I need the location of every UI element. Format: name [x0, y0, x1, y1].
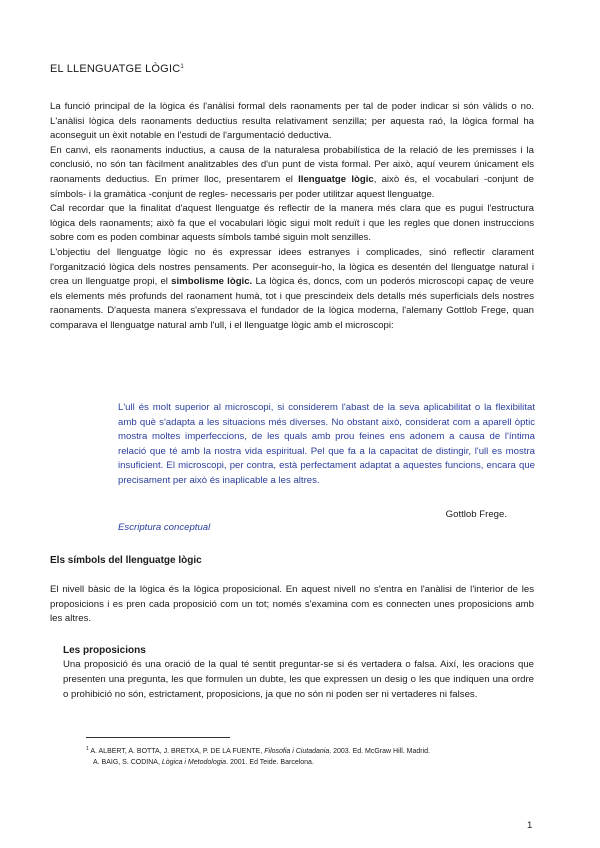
quote-work-title: Escriptura conceptual	[118, 522, 211, 533]
section-paragraph: El nivell bàsic de la lògica és la lògica proposicional. En aquest nivell no s'entra en l'anàlisi de l'interior de les proposicions i es pren cada proposició com un tot; només s'examina com es connecten unes proposicions amb les altres.	[50, 584, 534, 625]
frege-quote: L'ull és molt superior al microscopi, si considerem l'abast de la seva aplicabilitat o la flexibilitat amb què s'adapta a les situacions més diverses. No obstant això, considerat com a aparell òptic mostra moltes imperfeccions, de les quals amb prou feines ens adonem a causa de l'íntima relació que té amb la nostra vida espiritual. Pel que fa a la capacitat de distingir, l'ull es mostra insuficient. El microscopi, per contra, està perfectament adaptat a aquestes funcions, encara que precisament per això és inaplicable a les altres.	[118, 402, 535, 486]
intro-paragraph-2: En canvi, els raonaments inductius, a causa de la naturalesa probabilística de la relació de les premisses i la conclusió, no són tan fàcilment analitzables des d'un punt de vista formal. Per això, aquí veurem únicament els raonaments deductius. En primer lloc, presentarem el llenguatge lògic, això és, el vocabulari -conjunt de símbols- i la gramàtica -conjunt de regles- necessaris per poder utilitzar aquest llenguatge.	[50, 144, 535, 200]
keyword-simbolisme-logic: simbolisme lògic.	[171, 276, 253, 288]
page-number: 1	[527, 820, 533, 831]
intro-paragraph-3: Cal recordar que la finalitat d'aquest llenguatge és reflectir de la manera més clara que es pugui l'estructura lògica dels raonaments; això fa que el vocabulari lògic sigui molt reduït i que les regles que donen instruccions sobre com es poden combinar aquests símbols també siguin molt senzilles.	[50, 203, 534, 244]
footnote: $^1$ A. ALBERT, A. BOTTA, J. BRETXA, P. DE LA FUENTE, Filosofia i Ciutadania. 2003. Ed. McGraw Hill. Madrid. A. BAIG, S. CODINA, Lògica i Metodologia. 2001. Ed Teide. Barcelona.	[86, 746, 430, 766]
footnote-divider	[86, 737, 230, 738]
footnote-ref[interactable]: 1	[180, 64, 184, 70]
page-title: EL LLENGUATGE LÒGIC$^1$	[50, 63, 184, 75]
subsection-paragraph: Una proposició és una oració de la qual té sentit preguntar-se si és vertadera o falsa. Així, les oracions que presenten una pregunta, les que formulen un dubte, les que expressen un desig o les que indiquen una ordre o prohibició no són, estrictament, proposicions, ja que no són ni poden ser ni vertaderes ni falses.	[63, 659, 534, 700]
intro-paragraph-4: L'objectiu del llenguatge lògic no és expressar idees estranyes i complicades, sinó reflectir clarament l'organització lògica dels nostres pensaments. Per aconseguir-ho, la lògica es desentén del llenguatge natural i crea un llenguatge propi, el simbolisme lògic. La lògica és, doncs, com un poderós microscopi capaç de veure els elements més profunds del raonament humà, tot i que prescindeix dels detalls més superficials dels nostres raonaments. D'aquesta manera s'expressava el fundador de la lògica moderna, l'alemany Gottlob Frege, quan comparava el llenguatge natural amb l'ull, i el llenguatge lògic amb el microscopi:	[50, 246, 534, 331]
intro-body	[50, 100, 534, 334]
subsection-heading: Les proposicions	[63, 645, 146, 656]
intro-paragraph-1: La funció principal de la lògica és l'anàlisi formal dels raonaments per tal de poder indicar si són vàlids o no. L'anàlisi lògica dels raonaments deductius resulta relativament senzilla; per aquesta raó, la lògica formal ha aconseguit un èxit notable en l'estudi de l'argumentació deductiva.	[50, 101, 534, 142]
section-heading: Els símbols del llenguatge lògic	[50, 555, 202, 566]
keyword-llenguatge-logic: llenguatge lògic	[298, 173, 374, 185]
quote-author: Gottlob Frege.	[445, 509, 507, 520]
